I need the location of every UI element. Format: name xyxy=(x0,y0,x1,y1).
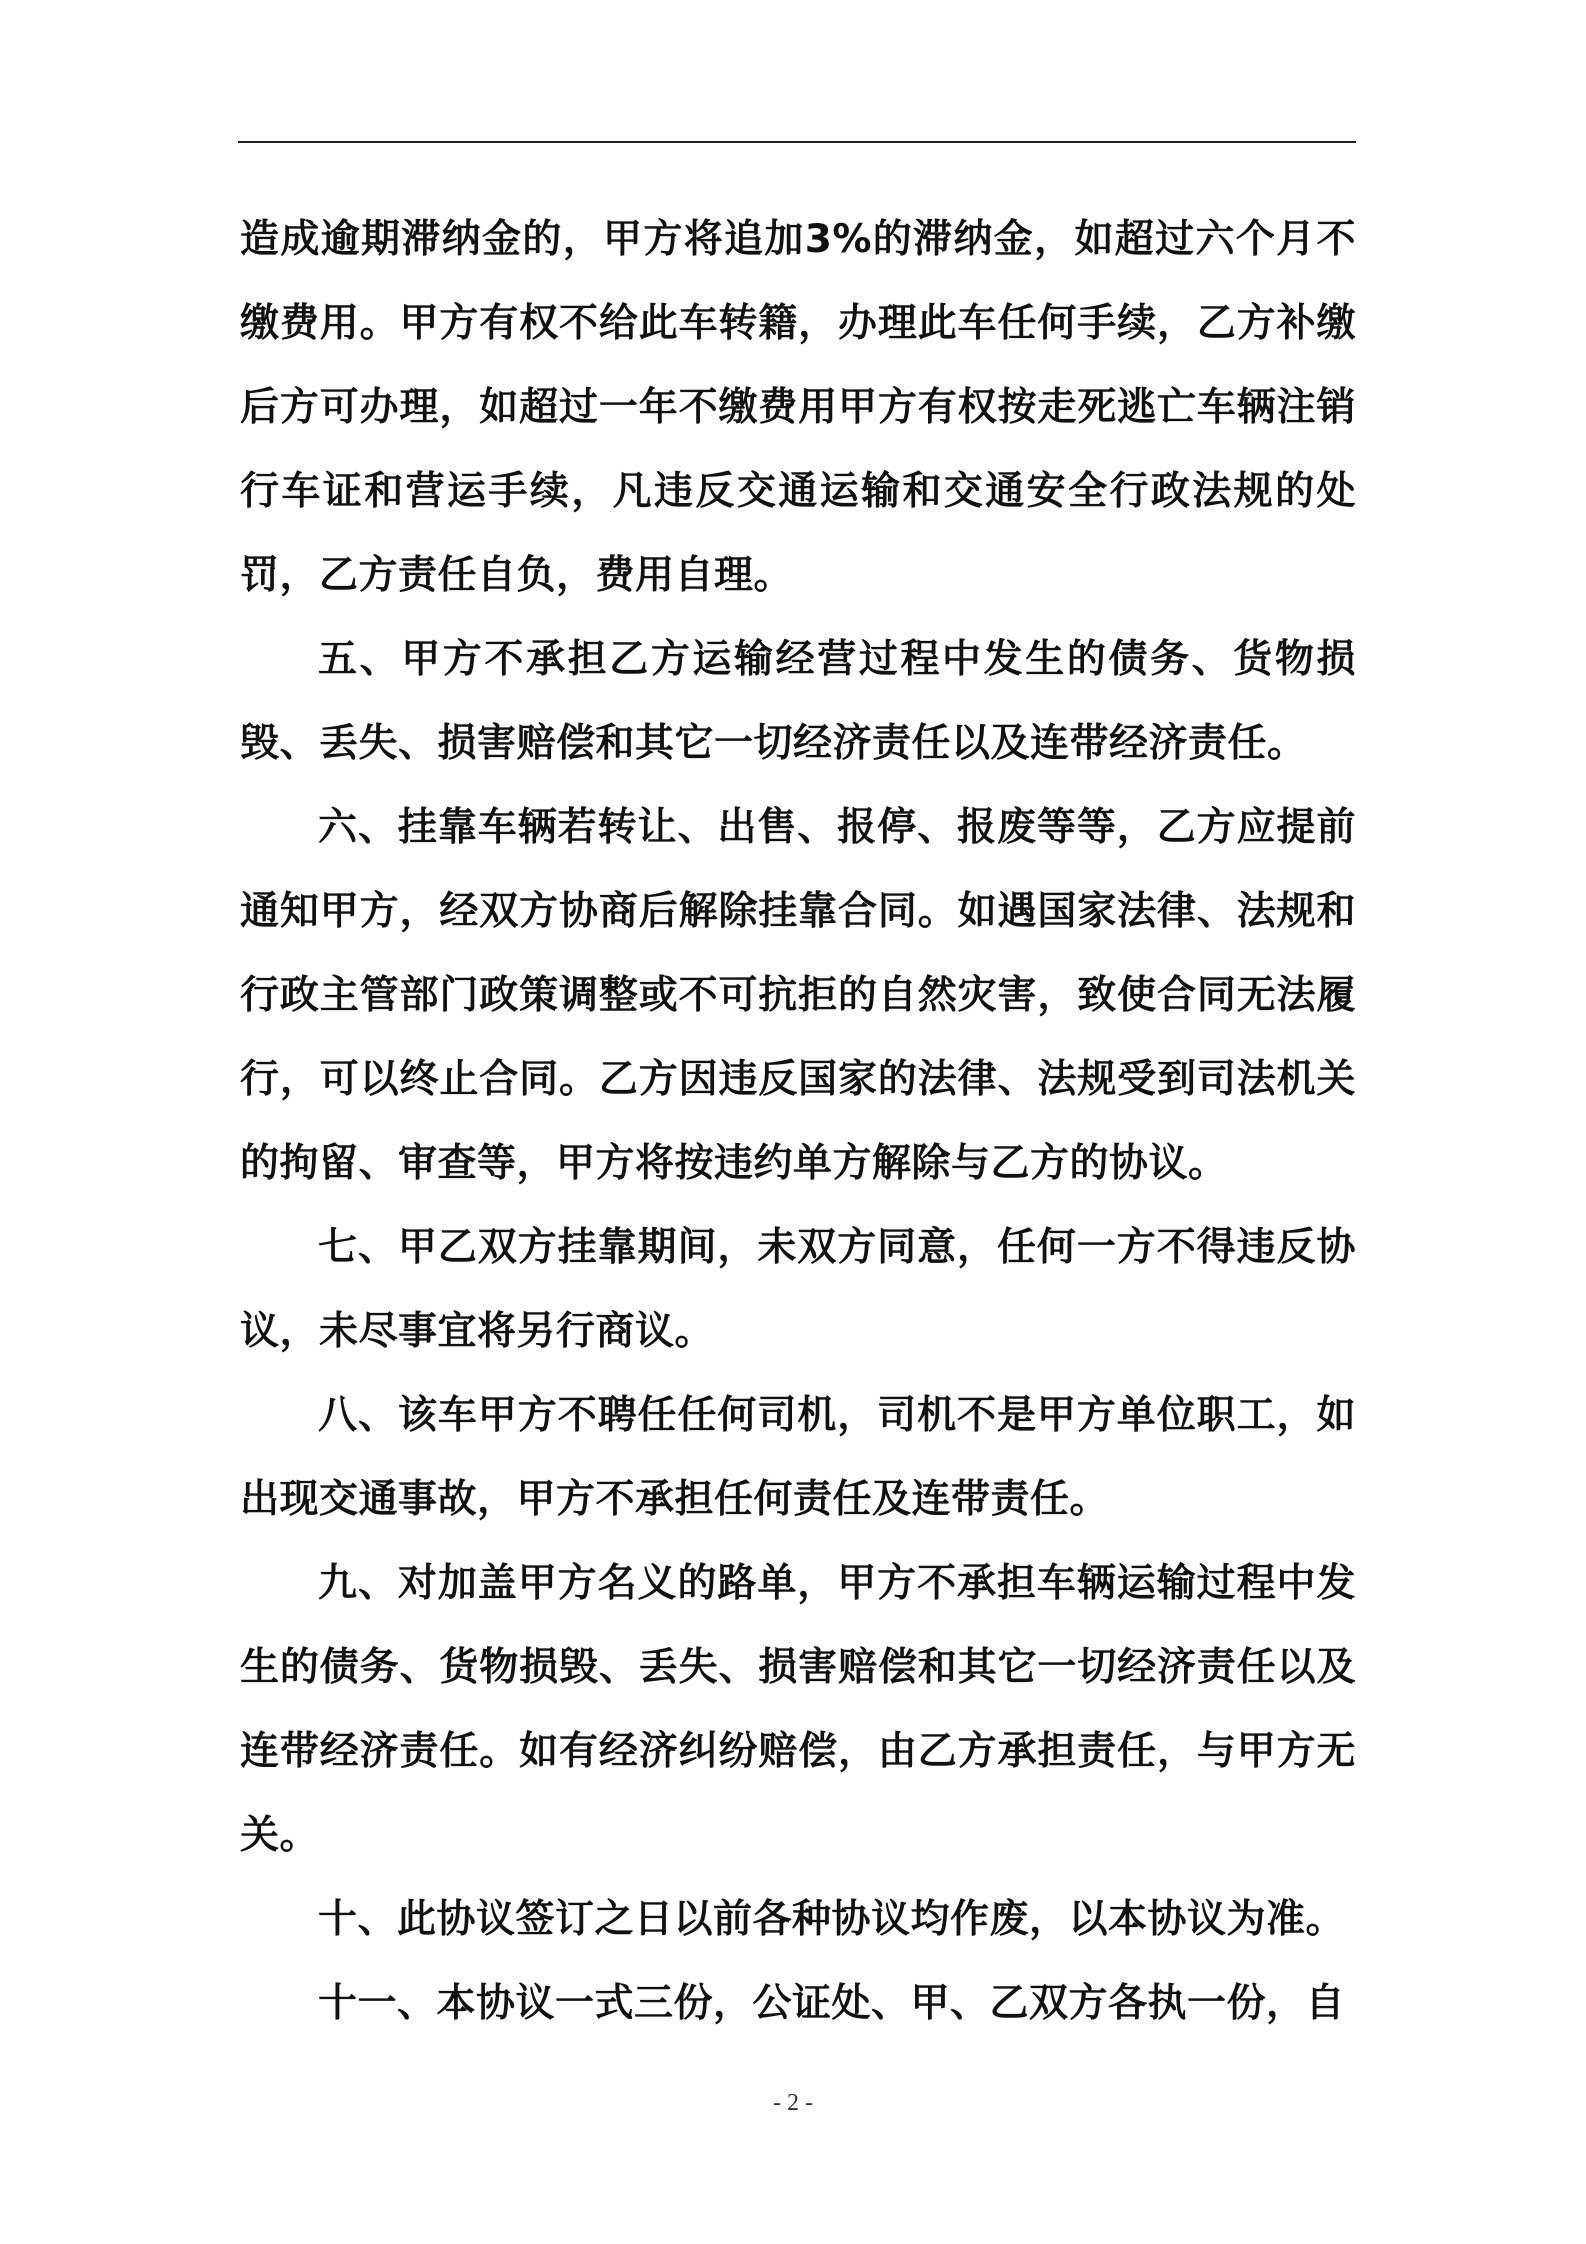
paragraph-clause-7: 七、甲乙双方挂靠期间，未双方同意，任何一方不得违反协议，未尽事宜将另行商议。 xyxy=(240,1225,1356,1354)
page-number: - 2 - xyxy=(773,2090,813,2116)
paragraph-clause-11: 十一、本协议一式三份，公证处、甲、乙双方各执一份，自 xyxy=(318,1981,1346,2026)
paragraph-clause-6: 六、挂靠车辆若转让、出售、报停、报废等等，乙方应提前通知甲方，经双方协商后解除挂靠合同。如遇国家法律、法规和行政主管部门政策调整或不可抗拒的自然灾害，致使合同无法履行，可以终止合同。乙方因违反国家的法律、法规受到司法机关的拘留、审查等，甲方将按违约单方解除与乙方的协议。 xyxy=(240,805,1356,1186)
paragraph-clause-10: 十、此协议签订之日以前各种协议均作废，以本协议为准。 xyxy=(318,1897,1346,1942)
paragraph-clause-5: 五、甲方不承担乙方运输经营过程中发生的债务、货物损毁、丢失、损害赔偿和其它一切经济责任以及连带经济责任。 xyxy=(240,637,1356,766)
paragraph-clause-8: 八、该车甲方不聘任任何司机，司机不是甲方单位职工，如出现交通事故，甲方不承担任何责任及连带责任。 xyxy=(240,1393,1356,1522)
paragraph-continuation: 造成逾期滞纳金的，甲方将追加3%的滞纳金，如超过六个月不缴费用。甲方有权不给此车转籍，办理此车任何手续，乙方补缴后方可办理，如超过一年不缴费用甲方有权按走死逃亡车辆注销行车证和营运手续，凡违反交通运输和交通安全行政法规的处罚，乙方责任自负，费用自理。 xyxy=(240,217,1356,598)
document-body xyxy=(240,198,1356,2046)
header-rule xyxy=(238,141,1356,143)
paragraph-clause-9: 九、对加盖甲方名义的路单，甲方不承担车辆运输过程中发生的债务、货物损毁、丢失、损害赔偿和其它一切经济责任以及连带经济责任。如有经济纠纷赔偿，由乙方承担责任，与甲方无关。 xyxy=(240,1561,1356,1858)
